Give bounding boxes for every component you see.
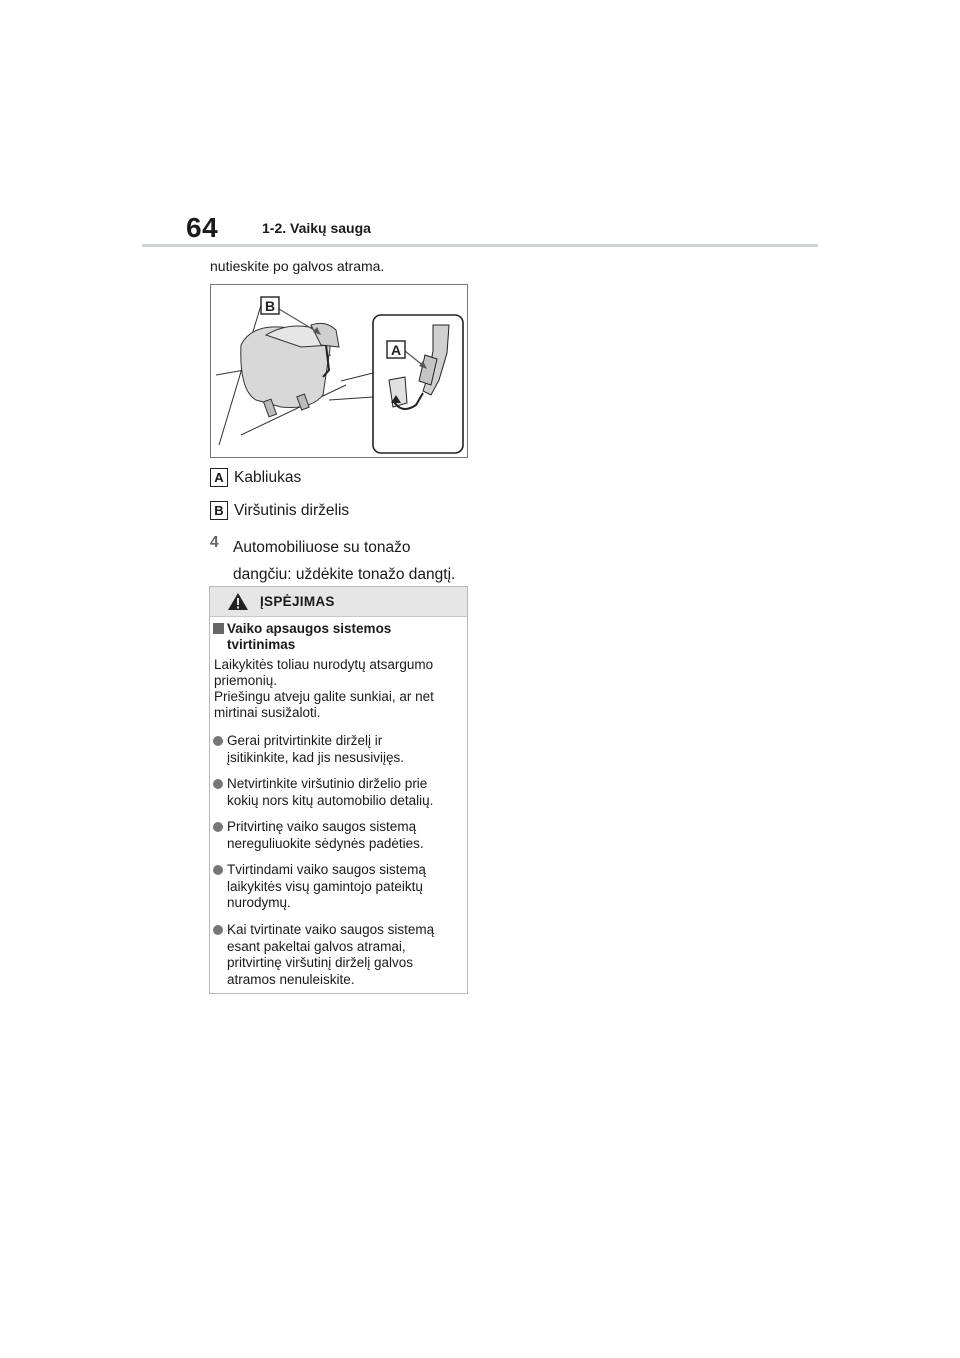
warning-paragraph [214,657,464,721]
bullet-line: nurodymų. [227,895,291,910]
bullet-line: Pritvirtinę vaiko saugos sistemą [227,819,417,834]
legend-key-b: B [210,501,228,520]
child-seat-illustration [210,284,468,458]
bullet-line: Tvirtindami vaiko saugos sistemą [227,862,426,877]
bullet-line: įsitikinkite, kad jis nesusiviįęs. [227,749,405,765]
bullet-line: laikykitės visų gamintojo pateiktų [227,878,423,894]
para-line: Laikykitės toliau nurodytų atsargumo [214,657,434,672]
section-title: 1-2. Vaikų sauga [262,220,371,236]
para-line: priemonių. [214,673,278,688]
bullet-line: Netvirtinkite viršutinio dirželio prie [227,776,428,791]
bullet-line: esant pakeltai galvos atramai, [227,938,406,954]
warning-bullet [213,819,463,852]
bullet-dot-icon [213,865,223,875]
warning-bullet [213,922,463,988]
warning-triangle-icon [227,592,249,611]
step-number: 4 [210,534,219,551]
subhead-line-2: tvirtinimas [227,637,296,652]
bullet-dot-icon [213,822,223,832]
bullet-line: Gerai pritvirtinkite dirželį ir [227,733,383,748]
warning-bullet [213,776,463,809]
intro-text: nutieskite po galvos atrama. [210,258,385,274]
warning-subhead [213,621,391,653]
warning-header [210,587,467,617]
callout-a-label: A [390,342,402,358]
callout-b-label: B [264,298,276,314]
bullet-line: pritvirtinę viršutinį dirželį galvos [227,955,414,970]
para-line: Priešingu atveju galite sunkiai, ar net [214,689,434,704]
warning-bullet [213,862,463,912]
warning-box [209,586,468,994]
legend-key-a: A [210,468,228,487]
warning-title: ĮSPĖJIMAS [260,594,335,609]
legend-label-a: Kabliukas [234,468,302,486]
step-text-line-2: dangčiu: uždėkite tonažo dangtį. [233,566,456,583]
square-bullet-icon [213,623,224,634]
legend-label-b: Viršutinis dirželis [234,501,350,519]
bullet-line: Kai tvirtinate vaiko saugos sistemą [227,922,435,937]
step-text-line-1: Automobiliuose su tonažo [233,539,411,556]
bullet-line: atramos nenuleiskite. [227,971,355,987]
header-divider [142,244,818,247]
para-line: mirtinai susižaloti. [214,705,321,720]
bullet-dot-icon [213,925,223,935]
bullet-dot-icon [213,779,223,789]
bullet-line: kokių nors kitų automobilio detalių. [227,792,434,808]
warning-bullet [213,733,463,766]
page-number: 64 [186,212,219,243]
legend-item-a [210,468,301,487]
bullet-dot-icon [213,736,223,746]
subhead-line-1: Vaiko apsaugos sistemos [227,621,392,636]
legend-item-b [210,501,349,520]
bullet-line: nereguliuokite sėdynės padėties. [227,835,424,851]
